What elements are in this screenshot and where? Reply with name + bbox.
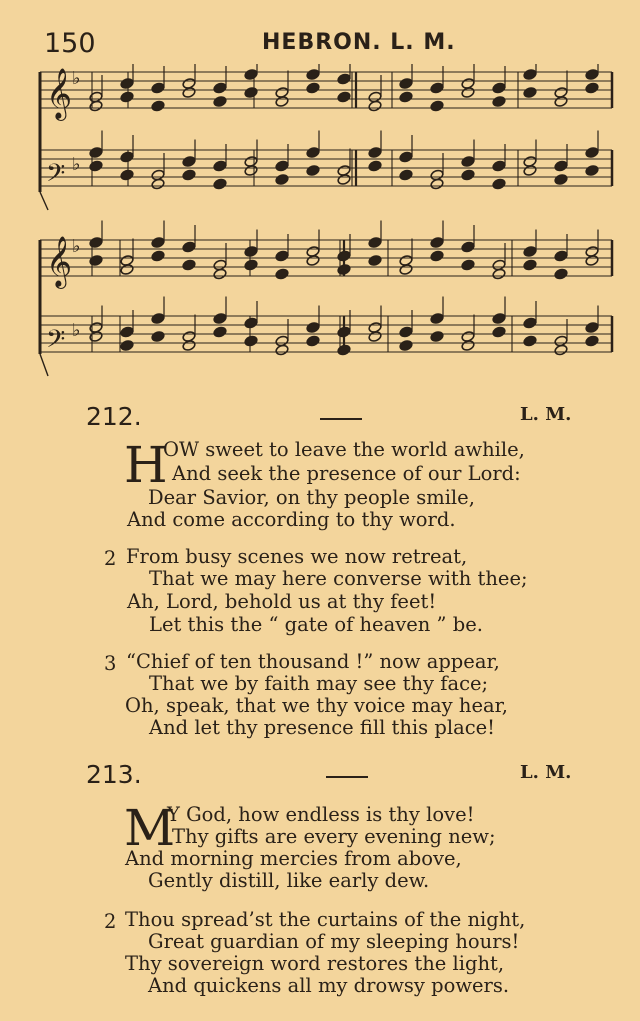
hymn-number: 212. [86, 402, 142, 431]
svg-text:♭: ♭ [72, 236, 81, 257]
verse-line: Thy gifts are every evening new; [172, 825, 496, 848]
verse-line: And quickens all my drowsy powers. [148, 974, 510, 997]
verse-line: And let thy presence fill this place! [149, 716, 496, 739]
svg-text:♭: ♭ [72, 154, 81, 175]
verse-line: And seek the presence of our Lord: [172, 462, 521, 485]
svg-text:𝄢: 𝄢 [46, 159, 66, 194]
svg-text:♭: ♭ [72, 68, 81, 89]
svg-text:𝄞: 𝄞 [46, 236, 73, 287]
drop-cap: M [124, 799, 176, 857]
verse-line: Ah, Lord, behold us at thy feet! [127, 590, 437, 613]
verse-line: Thy sovereign word restores the light, [125, 952, 505, 975]
svg-text:𝄢: 𝄢 [46, 325, 66, 360]
verse-line: Gently distill, like early dew. [148, 869, 430, 892]
verse-line: That we may here converse with thee; [149, 567, 528, 590]
verse-line: Thou spread’st the curtains of the night, [125, 908, 526, 931]
verse-number: 2 [104, 910, 117, 933]
hymn-meter: L. M. [520, 404, 572, 425]
verse-line: And come according to thy word. [127, 508, 456, 531]
verse-line: From busy scenes we now retreat, [126, 545, 468, 568]
tune-header: HEBRON. L. M. [262, 30, 456, 55]
verse-line: Dear Savior, on thy people smile, [148, 486, 475, 509]
verse-number: 2 [104, 547, 117, 570]
divider-dash [320, 418, 362, 420]
verse-line: Great guardian of my sleeping hours! [148, 930, 520, 953]
verse-line: Oh, speak, that we thy voice may hear, [125, 694, 508, 717]
hymn-meter: L. M. [520, 762, 572, 783]
divider-dash [326, 776, 368, 778]
page-number: 150 [44, 28, 96, 59]
verse-number: 3 [104, 652, 117, 675]
verse-line: Y God, how endless is thy love! [167, 803, 475, 826]
drop-cap: H [124, 436, 168, 494]
music-score [0, 64, 640, 394]
svg-text:𝄞: 𝄞 [46, 68, 73, 119]
verse-line: Let this the “ gate of heaven ” be. [149, 613, 483, 636]
hymn-header [0, 760, 640, 794]
verse-line: That we by faith may see thy face; [149, 672, 489, 695]
verse-line: OW sweet to leave the world awhile, [163, 438, 525, 461]
hymn-header [0, 402, 640, 436]
svg-text:♭: ♭ [72, 320, 81, 341]
verse-line: And morning mercies from above, [125, 847, 462, 870]
hymn-number: 213. [86, 760, 142, 789]
verse-line: “Chief of ten thousand !” now appear, [126, 650, 500, 673]
